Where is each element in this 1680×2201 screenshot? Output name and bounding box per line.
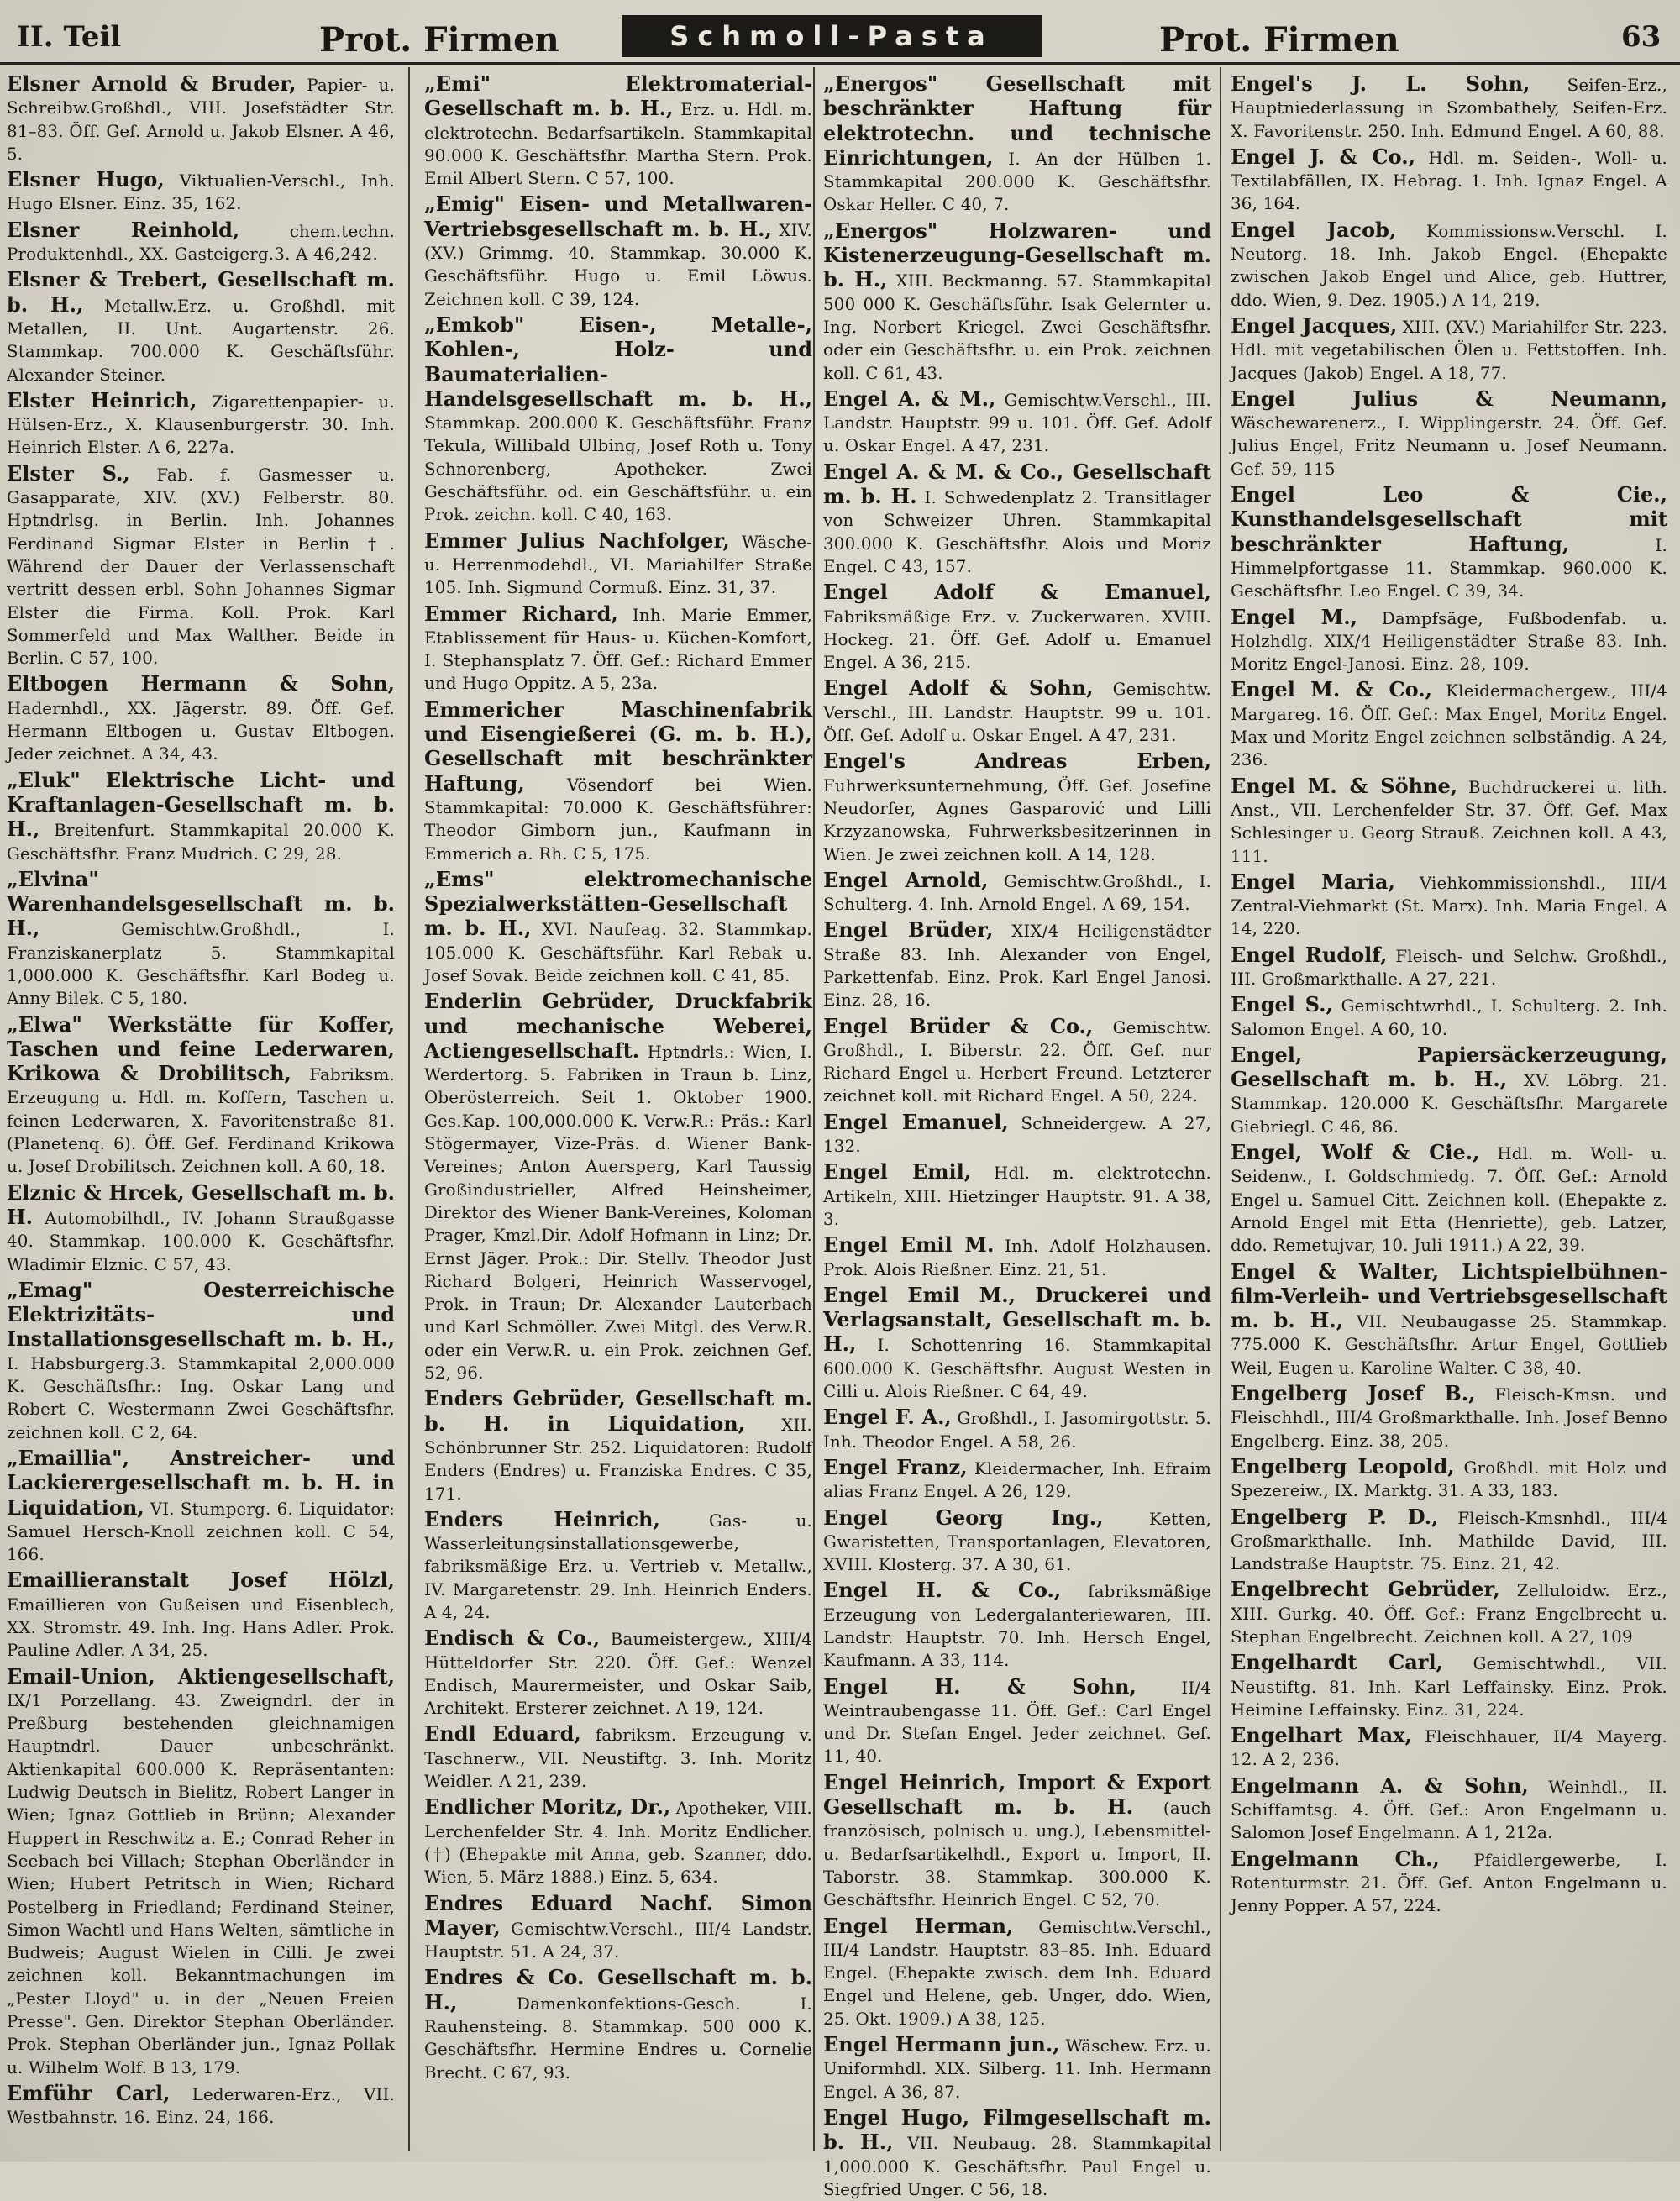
firm-name: Engel Adolf & Sohn, bbox=[823, 675, 1094, 701]
firm-entry bbox=[1231, 1847, 1667, 1918]
firm-details: Metallw.Erz. u. Großhdl. mit Metallen, II. Unt. Augartenstr. 26. Stammkap. 700.000 K. Geschäftsführ. Alexander Steiner. bbox=[7, 296, 395, 385]
firm-name: Elsner Hugo, bbox=[7, 167, 165, 192]
firm-name: Engelberg Josef B., bbox=[1231, 1381, 1476, 1406]
firm-entry bbox=[7, 72, 395, 165]
firm-name: Engel Julius & Neumann, bbox=[1231, 386, 1667, 411]
firm-name: „Ems" elektromechanische Spezialwerkstätten-Gesellschaft m. b. H., bbox=[424, 866, 812, 941]
firm-name: Engelberg Leopold, bbox=[1231, 1453, 1455, 1479]
firm-entry bbox=[1231, 1455, 1667, 1503]
firm-entry bbox=[424, 313, 812, 527]
firm-entry bbox=[1231, 483, 1667, 602]
column-2 bbox=[424, 72, 812, 2147]
firm-entry bbox=[7, 218, 395, 266]
firm-entry bbox=[823, 1771, 1211, 1912]
firm-entry bbox=[823, 676, 1211, 747]
firm-entry bbox=[424, 1387, 812, 1505]
firm-entry bbox=[1231, 72, 1667, 143]
firm-name: Elsner Arnold & Bruder, bbox=[7, 71, 297, 96]
firm-details: XIX/4 Heiligenstädter Straße 83. Inh. Alexander von Engel, Parkettenfab. Einz. Prok. Karl Engel Janosi. Einz. 28, 16. bbox=[823, 922, 1211, 1011]
firm-name: Engel Rudolf, bbox=[1231, 942, 1388, 967]
firm-entry bbox=[1231, 1578, 1667, 1648]
firm-name: Engel Herman, bbox=[823, 1913, 1014, 1938]
firm-details: Weinhdl., II. Schiffamtsg. 4. Öff. Gef.: Aron Engelmann u. Salomon Josef Engelmann. A 1, 212a. bbox=[1231, 1777, 1667, 1843]
firm-entry bbox=[823, 72, 1211, 217]
firm-entry bbox=[1231, 870, 1667, 941]
firm-entry bbox=[823, 1160, 1211, 1231]
firm-details: Buchdruckerei u. lith. Anst., VII. Lerchenfelder Str. 37. Öff. Gef. Max Schlesinger u. Georg Strauß. Zeichnen koll. A 43, 111. bbox=[1231, 777, 1667, 866]
firm-name: Engel M. & Söhne, bbox=[1231, 773, 1458, 798]
firm-entry bbox=[823, 1506, 1211, 1577]
firm-name: Emführ Carl, bbox=[7, 2080, 171, 2105]
firm-details: Fleischhauer, II/4 Mayerg. 12. A 2, 236. bbox=[1231, 1727, 1667, 1770]
firm-details: Zelluloidw. Erz., XIII. Gurkg. 40. Öff. Gef.: Franz Engelbrecht u. Stephan Engelbrecht. Zeichnen koll. A 27, 109 bbox=[1231, 1581, 1667, 1647]
firm-entry bbox=[7, 769, 395, 865]
firm-entry bbox=[424, 602, 812, 696]
firm-entry bbox=[424, 192, 812, 310]
firm-entry bbox=[7, 1447, 395, 1566]
firm-entry bbox=[7, 868, 395, 1011]
firm-name: „Elvina" Warenhandelsgesellschaft m. b. H., bbox=[7, 866, 395, 941]
firm-details: Wäschew. Erz. u. Uniformhdl. XIX. Silberg. 11. Inh. Hermann Engel. A 36, 87. bbox=[823, 2036, 1211, 2102]
firm-name: Engel Hermann jun., bbox=[823, 2032, 1060, 2057]
firm-name: Engel A. & M., bbox=[823, 386, 996, 411]
firm-name: „Emi" Elektromaterial-Gesellschaft m. b. H., bbox=[424, 71, 812, 121]
firm-name: Engel, Wolf & Cie., bbox=[1231, 1140, 1480, 1165]
firm-entry bbox=[823, 1405, 1211, 1453]
firm-entry bbox=[424, 698, 812, 865]
firm-entry bbox=[7, 462, 395, 670]
firm-entry bbox=[7, 268, 395, 386]
firm-details: VII. Neubaugasse 25. Stammkap. 775.000 K. Geschäftsfhr. Artur Engel, Gottlieb Weil, Eugen u. Karoline Walter. C 38, 40. bbox=[1231, 1312, 1667, 1378]
advertisement-banner: Schmoll-Pasta bbox=[622, 15, 1042, 57]
firm-details: I. Himmelpfortgasse 11. Stammkap. 960.000 K. Geschäftsfhr. Leo Engel. C 39, 34. bbox=[1231, 535, 1667, 601]
firm-details: II/4 Weintraubengasse 11. Öff. Gef.: Carl Engel und Dr. Stefan Engel. Jeder zeichnet. Gef. 11, 40. bbox=[823, 1678, 1211, 1767]
firm-details: Fleisch- und Selchw. Großhdl., III. Großmarkthalle. A 27, 221. bbox=[1231, 946, 1667, 989]
firm-name: Engel Brüder, bbox=[823, 917, 994, 943]
firm-name: Engel Georg Ing., bbox=[823, 1505, 1104, 1530]
part-label: II. Teil bbox=[17, 20, 122, 54]
firm-name: Engel Maria, bbox=[1231, 869, 1395, 894]
firm-details: Vösendorf bei Wien. Stammkapital: 70.000 K. Geschäftsführer: Theodor Gimborn jun., Kaufmann in Emmerich a. Rh. C 5, 175. bbox=[424, 775, 812, 864]
firm-details: Gemischtwrhdl., I. Schulterg. 2. Inh. Salomon Engel. A 60, 10. bbox=[1231, 996, 1667, 1039]
firm-details: fabriksm. Erzeugung v. Taschnerw., VII. Neustiftg. 3. Inh. Moritz Weidler. A 21, 239. bbox=[424, 1726, 812, 1792]
firm-details: Kommissionsw.Verschl. I. Neutorg. 18. Inh. Jakob Engel. (Ehepakte zwischen Jakob Engel und Alice, geb. Huttrer, ddo. Wien, 9. Dez. 1905.) A 14, 219. bbox=[1231, 221, 1667, 310]
firm-name: Email-Union, Aktiengesellschaft, bbox=[7, 1663, 395, 1689]
page-header bbox=[0, 13, 1680, 64]
firm-details: Ketten, Gwaristetten, Transportanlagen, Elevatoren, XVIII. Klosterg. 37. A 30, 61. bbox=[823, 1509, 1211, 1575]
firm-entry bbox=[823, 918, 1211, 1011]
firm-entry bbox=[424, 529, 812, 600]
firm-entry bbox=[7, 1568, 395, 1662]
firm-entry bbox=[424, 1722, 812, 1793]
firm-name: Elsner & Trebert, Gesellschaft m. b. H., bbox=[7, 267, 395, 317]
firm-details: VI. Stumperg. 6. Liquidator: Samuel Hersch-Knoll zeichnen koll. C 54, 166. bbox=[7, 1499, 395, 1565]
firm-details: XIV. (XV.) Grimmg. 40. Stammkap. 30.000 K. Geschäftsführ. Hugo u. Emil Löwus. Zeichnen koll. C 39, 124. bbox=[424, 220, 812, 309]
firm-details: Stammkap. 200.000 K. Geschäftsführ. Franz Tekula, Willibald Ulbing, Josef Roth u. Tony Schnorenberg, Apotheker. Zwei Geschäftsführ. od. ein Geschäftsführ. u. ein Prok. zeichn. koll. C 40, 163. bbox=[424, 413, 812, 525]
column-4 bbox=[1231, 72, 1667, 2147]
firm-details: Gemischtw.Großhdl., I. Schulterg. 4. Inh. Arnold Engel. A 69, 154. bbox=[823, 871, 1212, 915]
firm-details: Baumeistergew., XIII/4 Hütteldorfer Str. 220. Öff. Gef.: Wenzel Endisch, Maurermeister, und Oskar Saib, Architekt. Ersterer zeichnet. A 19, 124. bbox=[424, 1630, 812, 1719]
firm-entry bbox=[7, 2082, 395, 2130]
firm-name: Engel Emil, bbox=[823, 1159, 972, 1185]
firm-name: Engel Franz, bbox=[823, 1454, 968, 1479]
firm-details: chem.techn. Produktenhdl., XX. Gasteigerg.3. A 46,242. bbox=[7, 221, 395, 265]
firm-name: Engel Adolf & Emanuel, bbox=[823, 580, 1211, 605]
firm-name: „Emaillia", Anstreicher- und Lackierergesellschaft m. b. H. in Liquidation, bbox=[7, 1445, 395, 1520]
firm-entry bbox=[424, 72, 812, 190]
firm-name: Engelbrecht Gebrüder, bbox=[1231, 1577, 1500, 1602]
firm-name: Engel M. & Co., bbox=[1231, 677, 1432, 702]
firm-details: Fabriksm. Erzeugung u. Hdl. m. Koffern, Taschen u. feinen Lederwaren, X. Favoritenstraße 81. (Planetenq. 6). Öff. Gef. Ferdinand Krikowa u. Josef Drobilitsch. Zeichnen koll. A 60, 18. bbox=[7, 1065, 395, 1177]
firm-details: Fuhrwerksunternehmung, Öff. Gef. Josefine Neudorfer, Agnes Gasparović und Lilli Krzyzanowska, Fuhrwerksbesitzerinnen in Wien. Je zwei zeichnen koll. A 14, 128. bbox=[823, 775, 1211, 864]
firm-name: Endlicher Moritz, Dr., bbox=[424, 1794, 671, 1820]
firm-entry bbox=[7, 168, 395, 216]
firm-details: XII. Schönbrunner Str. 252. Liquidatoren: Rudolf Enders (Endres) u. Franziska Endres. C 35, 171. bbox=[424, 1415, 812, 1504]
firm-details: Emaillieren von Gußeisen und Eisenblech, XX. Stromstr. 49. Inh. Ing. Hans Adler. Prok. Pauline Adler. A 34, 25. bbox=[7, 1594, 395, 1661]
firm-entry bbox=[823, 1284, 1211, 1403]
firm-details: Papier- u. Schreibw.Großhdl., VIII. Josefstädter Str. 81–83. Öff. Gef. Arnold u. Jakob Elsner. A 46, 5. bbox=[7, 76, 395, 164]
firm-entry bbox=[823, 1233, 1211, 1281]
firm-details: I. Schottenring 16. Stammkapital 600.000 K. Geschäftsfhr. August Westen in Cilli u. Alois Rießner. C 64, 49. bbox=[823, 1336, 1211, 1402]
firm-name: Engelhart Max, bbox=[1231, 1723, 1412, 1748]
firm-details: Inh. Adolf Holzhausen. Prok. Alois Rießner. Einz. 21, 51. bbox=[823, 1237, 1211, 1279]
firm-details: Kleidermacher, Inh. Efraim alias Franz Engel. A 26, 129. bbox=[823, 1458, 1211, 1502]
firm-name: Enders Gebrüder, Gesellschaft m. b. H. in Liquidation, bbox=[424, 1386, 812, 1436]
firm-details: Gemischtw. Großhdl., I. Biberstr. 22. Öff. Gef. nur Richard Engel u. Herbert Freund. Letzterer zeichnet koll. mit Richard Engel. A 50, 224. bbox=[823, 1017, 1211, 1106]
firm-details: Fleisch-Kmsn. und Fleischhdl., III/4 Großmarkthalle. Inh. Josef Benno Engelberg. Einz. 38, 205. bbox=[1231, 1385, 1667, 1451]
firm-details: Inh. Marie Emmer, Etablissement für Haus- u. Küchen-Komfort, I. Stephansplatz 7. Öff. Gef.: Richard Emmer und Hugo Oppitz. A 5, 23a. bbox=[424, 605, 812, 694]
firm-name: Engel Jacob, bbox=[1231, 217, 1397, 242]
firm-name: Engel H. & Co., bbox=[823, 1578, 1062, 1603]
firm-details: Gemischtw.Verschl., III/4 Landstr. Hauptstr. 51. A 24, 37. bbox=[424, 1919, 812, 1962]
firm-name: Engel, Papiersäckerzeugung, Gesellschaft m. b. H., bbox=[1231, 1042, 1667, 1092]
firm-details: Automobilhdl., IV. Johann Straußgasse 40. Stammkap. 100.000 K. Geschäftsfhr. Wladimir Elznic. C 57, 43. bbox=[7, 1208, 395, 1274]
firm-details: Gemischtw.Verschl., III/4 Landstr. Hauptstr. 83–85. Inh. Eduard Engel. (Ehepakte zwisch. dem Inh. Eduard Engel und Helene, geb. Unger, ddo. Wien, 25. Okt. 1909.) A 38, 125. bbox=[823, 1917, 1211, 2029]
firm-name: Engelberg P. D., bbox=[1231, 1504, 1439, 1529]
firm-name: Eltbogen Hermann & Sohn, bbox=[7, 671, 395, 696]
firm-name: Endisch & Co., bbox=[424, 1626, 601, 1651]
firm-details: Dampfsäge, Fußbodenfab. u. Holzhdlg. XIX/4 Heiligenstädter Straße 83. Inh. Moritz Engel-Janosi. Einz. 28, 109. bbox=[1231, 608, 1667, 675]
firm-details: Hdl. m. elektrotechn. Artikeln, XIII. Hietzinger Hauptstr. 91. A 38, 3. bbox=[823, 1164, 1211, 1229]
firm-name: Engel Heinrich, Import & Export Gesellschaft m. b. H. bbox=[823, 1769, 1211, 1820]
firm-entry bbox=[7, 1181, 395, 1276]
firm-details: XIII. (XV.) Mariahilfer Str. 223. Hdl. mit vegetabilischen Ölen u. Fettstoffen. Inh. Jacques (Jakob) Engel. A 18, 77. bbox=[1231, 317, 1668, 383]
firm-name: Engel S., bbox=[1231, 992, 1333, 1017]
firm-entry bbox=[823, 219, 1211, 385]
firm-entry bbox=[7, 672, 395, 765]
column-divider bbox=[408, 67, 410, 2151]
firm-entry bbox=[823, 869, 1211, 917]
firm-name: Engel A. & M. & Co., Gesellschaft m. b. H. bbox=[823, 459, 1211, 509]
firm-details: Pfaidlergewerbe, I. Rotenturmstr. 21. Öff. Gef. Anton Engelmann u. Jenny Popper. A 57, 224. bbox=[1231, 1850, 1668, 1916]
firm-entry bbox=[7, 1665, 395, 2079]
firm-entry bbox=[424, 1508, 812, 1624]
firm-details: Viehkommissionshdl., III/4 Zentral-Viehmarkt (St. Marx). Inh. Maria Engel. A 14, 220. bbox=[1231, 873, 1667, 939]
firm-entry bbox=[823, 2106, 1211, 2201]
firm-name: Engel Hugo, Filmgesellschaft m. b. H., bbox=[823, 2104, 1211, 2155]
firm-details: Wäsche- u. Herrenmodehdl., VI. Mariahilfer Straße 105. Inh. Sigmund Cormuß. Einz. 31, 37. bbox=[424, 532, 813, 598]
firm-entry bbox=[7, 1279, 395, 1444]
firm-details: Hdl. m. Woll- u. Seidenw., I. Goldschmiedg. 7. Öff. Gef.: Arnold Engel u. Samuel Citt. Zeichnen koll. (Ehepakte z. Arnold Engel mit Etta (Henriette), geb. Latzer, ddo. Remetujvar, 10. Juli 1911.) A 22, 39. bbox=[1231, 1144, 1667, 1256]
firm-name: „Elwa" Werkstätte für Koffer, Taschen und feine Lederwaren, Krikowa & Drobilitsch, bbox=[7, 1011, 395, 1086]
firm-entry bbox=[823, 1456, 1211, 1504]
firm-name: Enders Heinrich, bbox=[424, 1506, 660, 1531]
firm-details: Breitenfurt. Stammkapital 20.000 K. Geschäftsfhr. Franz Mudrich. C 29, 28. bbox=[7, 821, 395, 864]
firm-name: Elster S., bbox=[7, 460, 130, 486]
firm-entry bbox=[823, 387, 1211, 458]
firm-name: Engel's J. L. Sohn, bbox=[1231, 71, 1530, 96]
firm-details: XVI. Naufeag. 32. Stammkap. 105.000 K. Geschäftsführ. Karl Rebak u. Josef Sovak. Beide zeichnen koll. C 41, 85. bbox=[424, 920, 812, 985]
firm-entry bbox=[7, 389, 395, 460]
firm-name: Endl Eduard, bbox=[424, 1721, 581, 1747]
firm-name: Emmer Richard, bbox=[424, 601, 618, 626]
firm-entry bbox=[1231, 387, 1667, 481]
firm-name: Engel Jacques, bbox=[1231, 313, 1398, 338]
firm-details: Gemischtwhdl., VII. Neustiftg. 81. Inh. Karl Leffainsky. Einz. Prok. Heimine Leffainsky. Einz. 31, 224. bbox=[1231, 1654, 1668, 1720]
firm-entry bbox=[1231, 1774, 1667, 1845]
firm-details: Gemischtw. Verschl., III. Landstr. Hauptstr. 99 u. 101. Öff. Gef. Adolf u. Oskar Engel. A 47, 231. bbox=[823, 680, 1211, 746]
firm-name: „Emag" Oesterreichische Elektrizitäts- und Installationsgesellschaft m. b. H., bbox=[7, 1277, 395, 1352]
firm-entry bbox=[424, 990, 812, 1384]
firm-details: Lederwaren-Erz., VII. Westbahnstr. 16. Einz. 24, 166. bbox=[7, 2084, 395, 2128]
firm-details: XV. Löbrg. 21. Stammkap. 120.000 K. Geschäftsfhr. Margarete Giebriegl. C 46, 86. bbox=[1231, 1071, 1667, 1137]
firm-details: Hadernhdl., XX. Jägerstr. 89. Öff. Gef. Hermann Eltbogen u. Gustav Eltbogen. Jeder zeichnet. A 34, 43. bbox=[7, 698, 395, 764]
firm-name: Engel Emil M., Druckerei und Verlagsanstalt, Gesellschaft m. b. H., bbox=[823, 1282, 1211, 1357]
firm-details: Fleisch-Kmsnhdl., III/4 Großmarkthalle. Inh. Mathilde David, III. Landstraße Hauptstr. 75. Einz. 21, 42. bbox=[1231, 1508, 1667, 1574]
firm-name: Engelmann A. & Sohn, bbox=[1231, 1773, 1529, 1798]
firm-entry bbox=[1231, 1260, 1667, 1379]
firm-name: Engel Emanuel, bbox=[823, 1109, 1009, 1134]
firm-name: Engel M., bbox=[1231, 604, 1358, 629]
firm-name: Engel Emil M. bbox=[823, 1232, 995, 1258]
firm-name: Elsner Reinhold, bbox=[7, 217, 240, 242]
firm-entry bbox=[1231, 1505, 1667, 1576]
firm-details: Kleidermachergew., III/4 Margareg. 16. Öff. Gef.: Max Engel, Moritz Engel. Max und Moritz Engel zeichnen selbständig. A 24, 236. bbox=[1231, 681, 1667, 770]
firm-entry bbox=[424, 1795, 812, 1888]
firm-entry bbox=[424, 868, 812, 987]
firm-name: Endres & Co. Gesellschaft m. b. H., bbox=[424, 1965, 812, 2015]
firm-details: (auch französisch, polnisch u. ung.), Lebensmittel- u. Bedarfsartikelhdl., Export u. Import, II. Taborstr. 38. Stammkap. 300.000 K. Geschäftsfhr. Heinrich Engel. C 52, 70. bbox=[823, 1799, 1211, 1910]
firm-details: Großhdl., I. Jasomirgottstr. 5. Inh. Theodor Engel. A 58, 26. bbox=[823, 1409, 1211, 1452]
firm-entry bbox=[823, 1675, 1211, 1768]
firm-entry bbox=[1231, 145, 1667, 216]
firm-entry bbox=[1231, 1043, 1667, 1138]
firm-entry bbox=[1231, 314, 1667, 385]
firm-details: I. Habsburgerg.3. Stammkapital 2,000.000 K. Geschäftsfhr.: Ing. Oskar Lang und Robert C. Westermann Zwei Geschäftsfhr. zeichnen koll. C 2, 64. bbox=[7, 1353, 395, 1442]
firm-name: Engelmann Ch., bbox=[1231, 1846, 1440, 1871]
firm-details: Apotheker, VIII. Lerchenfelder Str. 4. Inh. Moritz Endlicher. (†) (Ehepakte mit Anna, geb. Szanner, ddo. Wien, 5. März 1888.) Einz. 5, 634. bbox=[424, 1799, 812, 1888]
firm-name: Engel Arnold, bbox=[823, 867, 989, 892]
firm-name: „Emkob" Eisen-, Metalle-, Kohlen-, Holz- und Baumaterialien-Handelsgesellschaft m. b. H., bbox=[424, 312, 812, 411]
firm-name: Engelhardt Carl, bbox=[1231, 1650, 1443, 1675]
firm-entry bbox=[1231, 993, 1667, 1041]
firm-entry bbox=[1231, 606, 1667, 676]
firm-entry bbox=[823, 1579, 1211, 1672]
firm-details: fabriksmäßige Erzeugung von Ledergalanteriewaren, III. Landstr. Hauptstr. 70. Inh. Hersch Engel, Kaufmann. A 33, 114. bbox=[823, 1582, 1211, 1671]
section-title-right: Prot. Firmen bbox=[1159, 20, 1399, 60]
firm-name: Engel H. & Sohn, bbox=[823, 1673, 1137, 1699]
firm-name: Engel's Andreas Erben, bbox=[823, 749, 1211, 774]
firm-details: VII. Neubaug. 28. Stammkapital 1,000.000 K. Geschäftsfhr. Paul Engel u. Siegfried Unger. C 56, 18. bbox=[823, 2134, 1211, 2199]
firm-name: „Emig" Eisen- und Metallwaren-Vertriebsgesellschaft m. b. H., bbox=[424, 192, 812, 241]
firm-entry bbox=[424, 1892, 812, 1964]
firm-details: Gemischtw.Verschl., III. Landstr. Hauptstr. 99 u. 101. Öff. Gef. Adolf u. Oskar Engel. A 47, 231. bbox=[823, 390, 1211, 456]
firm-details: Fabriksmäßige Erz. v. Zuckerwaren. XVIII. Hockeg. 21. Öff. Gef. Adolf u. Emanuel Engel. A 36, 215. bbox=[823, 607, 1211, 673]
firm-entry bbox=[424, 1626, 812, 1720]
firm-entry bbox=[1231, 1382, 1667, 1452]
firm-details: IX/1 Porzellang. 43. Zweigndrl. der in Preßburg bestehenden gleichnamigen Hauptndrl. Dauer unbeschränkt. Aktienkapital 600.000 K. Repräsentanten: Ludwig Deutsch in Bielitz, Robert Langer in Wien; Ignaz Gottlieb in Brünn; Alexander Huppert in Reschwitz a. E.; Conrad Reher in Seebach bei Villach; Stephan Oberländer in Wien; Hubert Petritsch in Wien; Richard Postelberg in Friedland; Ferdinand Steiner, Simon Wachtl und Hans Welten, sämtliche in Budweis; August Wielen in Cilli. Je zwei zeichnen koll. Bekanntmachungen im „Pester Lloyd" u. in der „Neuen Freien Presse". Gen. Direktor Stephan Oberländer. Prok. Stephan Oberländer jun., Ignaz Pollak u. Wilhelm Wolf. B 13, 179. bbox=[7, 1690, 395, 2078]
column-divider bbox=[1220, 67, 1221, 2151]
firm-details: Damenkonfektions-Gesch. I. Rauhensteing. 8. Stammkap. 500 000 K. Geschäftsfhr. Hermine Endres u. Cornelie Brecht. C 67, 93. bbox=[424, 1994, 812, 2083]
firm-name: Engel F. A., bbox=[823, 1405, 952, 1430]
firm-name: Emmericher Maschinenfabrik und Eisengießerei (G. m. b. H.), Gesellschaft mit beschränkter Haftung, bbox=[424, 696, 812, 796]
column-divider bbox=[813, 67, 815, 2151]
firm-entry bbox=[823, 460, 1211, 578]
firm-name: Enderlin Gebrüder, Druckfabrik und mechanische Weberei, Actiengesellschaft. bbox=[424, 989, 812, 1063]
firm-entry bbox=[1231, 1141, 1667, 1257]
firm-entry bbox=[1231, 678, 1667, 771]
firm-details: Fab. f. Gasmesser u. Gasapparate, XIV. (XV.) Felberstr. 80. Hptndrlsg. in Berlin. Inh. Johannes Ferdinand Sigmar Elster in Berlin †. Während der Dauer der Verlassenschaft vertritt dessen erbl. Sohn Johannes Sigmar Elster die Firma. Koll. Prok. Karl Sommerfeld und Max Walther. Beide in Berlin. C 57, 100. bbox=[7, 465, 395, 669]
firm-name: „Eluk" Elektrische Licht- und Kraftanlagen-Gesellschaft m. b. H., bbox=[7, 767, 395, 842]
firm-details: Schneidergew. A 27, 132. bbox=[823, 1113, 1211, 1157]
firm-details: Viktualien-Verschl., Inh. Hugo Elsner. Einz. 35, 162. bbox=[7, 171, 395, 214]
firm-entry bbox=[1231, 1724, 1667, 1772]
firm-details: Gas- u. Wasserleitungsinstallationsgewerbe, fabriksmäßige Erz. u. Vertrieb v. Metallw., IV. Margaretenstr. 29. Inh. Heinrich Enders. A 4, 24. bbox=[424, 1510, 812, 1622]
firm-name: Emmer Julius Nachfolger, bbox=[424, 528, 730, 553]
firm-details: Zigarettenpapier- u. Hülsen-Erz., X. Klausenburgerstr. 30. Inh. Heinrich Elster. A 6, 227a. bbox=[7, 391, 395, 458]
firm-name: Engel Leo & Cie., Kunsthandelsgesellschaft mit beschränkter Haftung, bbox=[1231, 482, 1667, 556]
firm-details: Gemischtw.Großhdl., I. Franziskanerplatz 5. Stammkapital 1,000.000 K. Geschäftsfhr. Karl Bodeg u. Anny Bilek. C 5, 180. bbox=[7, 920, 395, 1009]
firm-name: „Energos" Holzwaren- und Kistenerzeugung-Gesellschaft m. b. H., bbox=[823, 218, 1211, 292]
firm-details: Erz. u. Hdl. m. elektrotechn. Bedarfsartikeln. Stammkapital 90.000 K. Geschäftsfhr. Martha Stern. Prok. Emil Albert Stern. C 57, 100. bbox=[424, 100, 812, 189]
firm-details: Hptndrls.: Wien, I. Werdertorg. 5. Fabriken in Traun b. Linz, Oberösterreich. Seit 1. Oktober 1900. Ges.Kap. 100,000.000 K. Verw.R.: Präs.: Karl Stögermayer, Vize-Präs. d. Wiener Bank-Vereines; Anton Auersperg, Karl Taussig Großindustrieller, Alfred Heinsheimer, Direktor des Wiener Bank-Vereines, Koloman Prager, Kmzl.Dir. Adolf Hofmann in Linz; Dr. Ernst Jäger. Prok.: Dir. Stellv. Theodor Just Richard Bolgeri, Heinrich Wasservogel, Prok. in Traun; Dr. Alexander Lauterbach und Karl Schmöller. Zwei Mitgl. des Verw.R. oder ein Verw.R. u. ein Prok. zeichnen Gef. 52, 96. bbox=[424, 1042, 812, 1384]
firm-entry bbox=[1231, 775, 1667, 868]
firm-name: Elznic & Hrcek, Gesellschaft m. b. H. bbox=[7, 1179, 395, 1229]
column-1 bbox=[7, 72, 395, 2147]
firm-details: I. An der Hülben 1. Stammkapital 200.000 K. Geschäftsfhr. Oskar Heller. C 40, 7. bbox=[823, 149, 1211, 215]
firm-entry bbox=[7, 1013, 395, 1179]
firm-details: Seifen-Erz., Hauptniederlassung in Szombathely, Seifen-Erz. X. Favoritenstr. 250. Inh. Edmund Engel. A 60, 88. bbox=[1231, 76, 1667, 141]
page-number: 63 bbox=[1621, 20, 1662, 54]
firm-name: Endres Eduard Nachf. Simon Mayer, bbox=[424, 1890, 812, 1940]
firm-entry bbox=[424, 1966, 812, 2083]
firm-entry bbox=[1231, 943, 1667, 991]
firm-name: Elster Heinrich, bbox=[7, 387, 197, 412]
header-rule bbox=[0, 62, 1680, 65]
section-title-left: Prot. Firmen bbox=[319, 20, 559, 60]
firm-name: Emaillieranstalt Josef Hölzl, bbox=[7, 1568, 395, 1593]
firm-entry bbox=[1231, 218, 1667, 312]
firm-entry bbox=[823, 2033, 1211, 2104]
firm-details: Hdl. m. Seiden-, Woll- u. Textilabfällen, IX. Hebrag. 1. Inh. Ignaz Engel. A 36, 164. bbox=[1231, 148, 1667, 214]
firm-entry bbox=[823, 1015, 1211, 1108]
firm-details: XIII. Beckmanng. 57. Stammkapital 500 000 K. Geschäftsführ. Isak Gelernter u. Ing. Norbert Kriegel. Zwei Geschäftsfhr. oder ein Geschäftsfhr. u. ein Prok. zeichnen koll. C 61, 43. bbox=[823, 271, 1211, 383]
firm-name: Engel & Walter, Lichtspielbühnen-film-Verleih- und Vertriebsgesellschaft m. b. H., bbox=[1231, 1258, 1667, 1333]
firm-details: I. Schwedenplatz 2. Transitlager von Schweizer Uhren. Stammkapital 300.000 K. Geschäftsfhr. Alois und Moriz Engel. C 43, 157. bbox=[823, 488, 1211, 576]
firm-entry bbox=[1231, 1651, 1667, 1721]
firm-name: Engel J. & Co., bbox=[1231, 144, 1415, 169]
firm-details: Wäschewarenerz., I. Wipplingerstr. 24. Öff. Gef. Julius Engel, Fritz Neumann u. Josef Neumann. Gef. 59, 115 bbox=[1231, 413, 1667, 479]
firm-details: Großhdl. mit Holz und Spezereiw., IX. Marktg. 31. A 33, 183. bbox=[1231, 1458, 1668, 1501]
firm-entry bbox=[823, 1111, 1211, 1158]
firm-entry bbox=[823, 580, 1211, 674]
firm-name: „Energos" Gesellschaft mit beschränkter Haftung für elektrotechn. und technische Einrichtungen, bbox=[823, 71, 1211, 170]
firm-entry bbox=[823, 749, 1211, 865]
firm-name: Engel Brüder & Co., bbox=[823, 1013, 1094, 1038]
column-3 bbox=[823, 71, 1212, 2199]
firm-entry bbox=[823, 1915, 1211, 2030]
